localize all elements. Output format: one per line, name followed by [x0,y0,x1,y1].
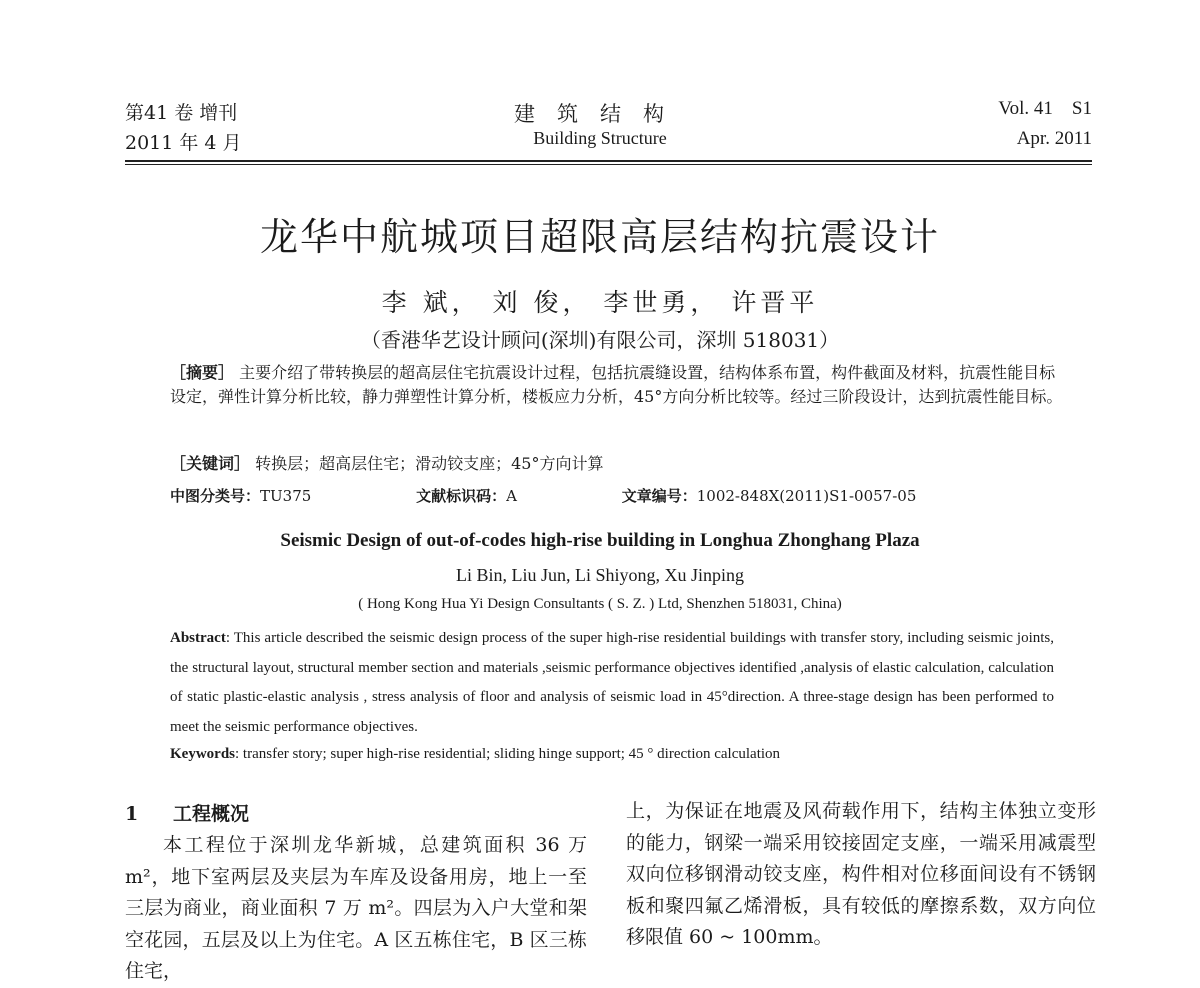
keywords-cn-label: ［关键词］ [170,454,251,473]
keywords-cn [170,452,1070,476]
body-column-right [626,796,1096,954]
abstract-en-text: : This article described the seismic design process of the super high-rise residential buildings with transfer story, including seismic joints, the structural layout, structural member section and materials ,seismic performance objectives identified ,analysis of elastic calculation, calculation of static plastic-elastic analysis , stress analysis of floor and analysis of seismic load in 45°direction. A three-stage design has been performed to meet the seismic performance objectives. [170,630,1054,735]
section-number: 1 [125,803,139,825]
section-title: 工程概况 [173,803,250,825]
keywords-en [170,746,780,763]
journal-name-en: Building Structure [533,128,667,148]
keywords-en-text: : transfer story; super high-rise residential; sliding hinge support; 45 ° direction calculation [235,746,781,762]
publication-date-cn: 2011 年 4 月 [125,132,242,154]
abstract-cn-text: 主要介绍了带转换层的超高层住宅抗震设计过程，包括抗震缝设置，结构体系布置，构件截面及材料，抗震性能目标设定，弹性计算分析比较，静力弹塑性计算分析，楼板应力分析，45°方向分析比较等。经过三阶段设计，达到抗震性能目标。 [170,363,1063,406]
body-column-left [125,830,587,988]
authors-en: Li Bin, Liu Jun, Li Shiyong, Xu Jinping [455,565,745,585]
affiliation-en: ( Hong Kong Hua Yi Design Consultants ( S. Z. ) Ltd, Shenzhen 518031, China) [358,596,842,612]
body-paragraph-left: 本工程位于深圳龙华新城，总建筑面积 36 万 m²，地下室两层及夹层为车库及设备用房，地上一至三层为商业，商业面积 7 万 m²。四层为入户大堂和架空花园，五层及以上为住宅。A 区五栋住宅，B 区三栋住宅， [125,834,587,982]
paper-title-cn: 龙华中航城项目超限高层结构抗震设计 [259,215,940,259]
header-rule-thick [125,160,1092,162]
volume-label: Vol. 41 S1 [998,98,1092,119]
publication-date-en: Apr. 2011 [1016,128,1092,149]
article-number: 文章编号：1002-848X(2011)S1-0057-05 [621,487,917,505]
journal-name-cn: 建筑结构 [514,102,686,126]
keywords-en-label: Keywords [170,746,235,762]
body-paragraph-right: 上，为保证在地震及风荷载作用下，结构主体独立变形的能力，钢梁一端采用铰接固定支座，一端采用减震型双向位移钢滑动铰支座，构件相对位移面间设有不锈钢板和聚四氟乙烯滑板，具有较低的摩擦系数，双方向位移限值 60 ~ 100mm。 [626,800,1096,948]
abstract-cn-label: ［摘要］ [170,363,235,382]
abstract-en [170,624,1054,742]
abstract-en-label: Abstract [170,630,226,646]
paper-title-en: Seismic Design of out-of-codes high-rise building in Longhua Zhonghang Plaza [280,530,920,551]
keywords-cn-text: 转换层；超高层住宅；滑动铰支座；45°方向计算 [255,454,604,473]
doc-code: 文献标识码：A [416,487,517,505]
affiliation-cn: （香港华艺设计顾问(深圳)有限公司，深圳 518031） [360,328,840,352]
classification-meta [170,484,1070,508]
authors-cn: 李 斌， 刘 俊， 李世勇， 许晋平 [381,288,819,317]
abstract-cn [170,361,1070,409]
clc-code: 中图分类号：TU375 [170,487,312,505]
journal-issue: 第41 卷 增刊 [125,102,238,124]
section-heading [125,799,249,826]
header-rule-thin [125,164,1092,165]
